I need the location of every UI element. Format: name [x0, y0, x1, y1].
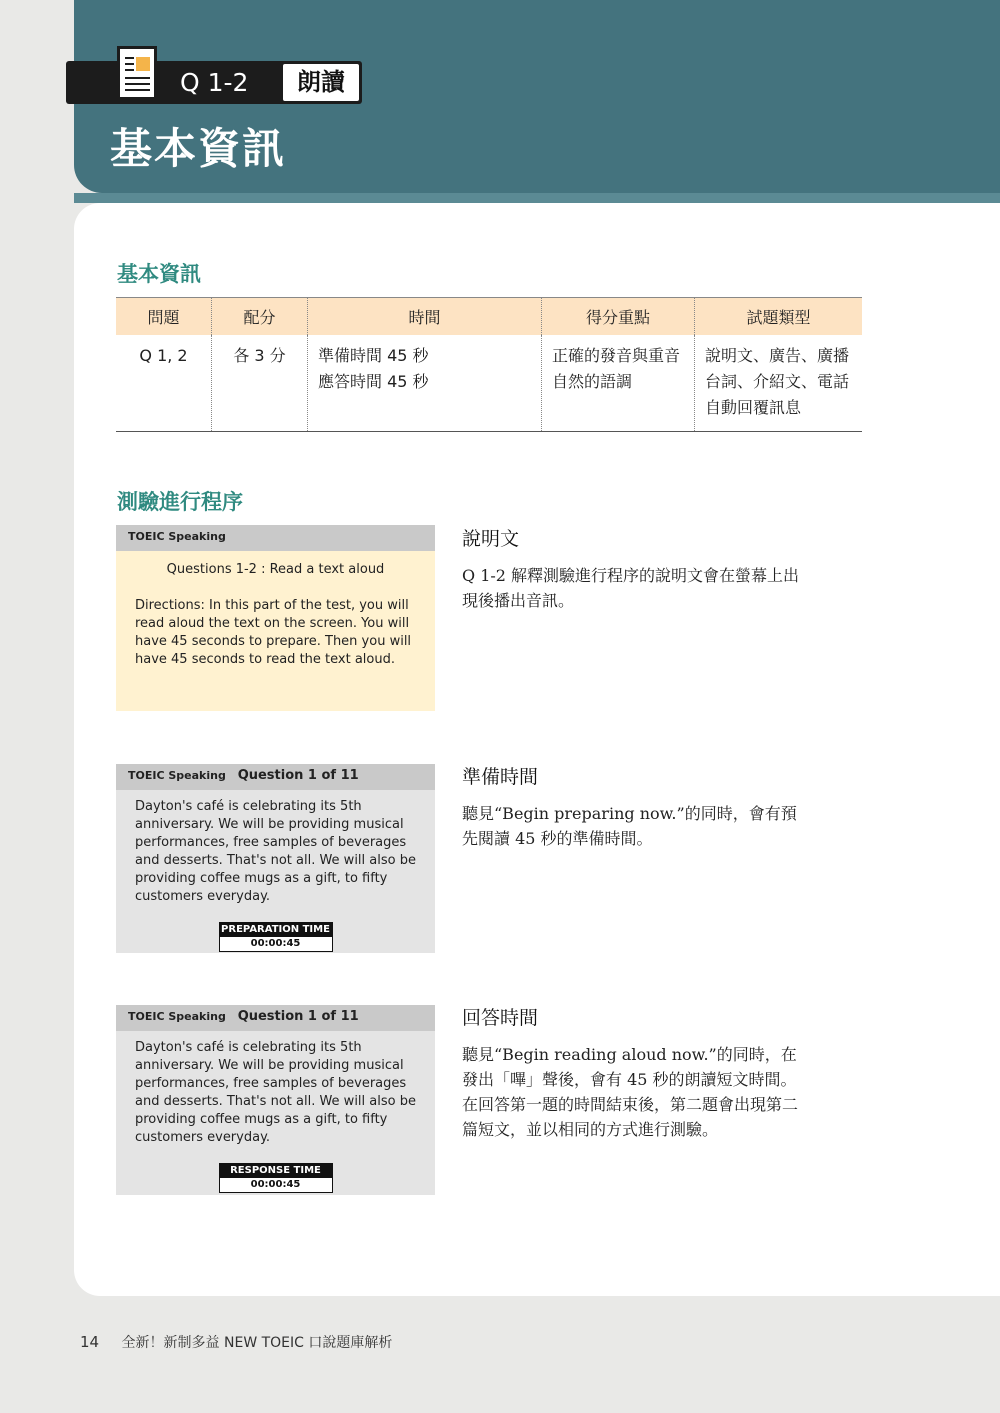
- screen-app-name: TOEIC Speaking: [128, 769, 226, 782]
- cell-question: Q 1, 2: [116, 335, 212, 432]
- screen-directions-text: Directions: In this part of the test, you will read aloud the text on the screen. You will have 45 seconds to prepare. Then you will have 45 seconds to read the text aloud.: [135, 598, 412, 667]
- type-text: 台詞、介紹文、電話: [705, 372, 850, 391]
- point-text: 正確的發音與重音: [552, 346, 681, 365]
- screen-header: [116, 1005, 435, 1031]
- screen-passage: Dayton's café is celebrating its 5th anniversary. We will be providing musical performances, free samples of beverages and desserts. That's not all. We will also be providing coffee mugs as a gift, to fifty customers everyday.: [135, 799, 416, 904]
- screen-app-name: TOEIC Speaking: [128, 1010, 226, 1023]
- screen-header: [116, 764, 435, 790]
- cell-types: [695, 335, 863, 432]
- column-header: 配分: [212, 298, 308, 336]
- response-time-text: 應答時間 45 秒: [318, 372, 429, 391]
- procedure-heading: 測驗進行程序: [117, 490, 243, 514]
- description-heading: 準備時間: [462, 766, 539, 788]
- table-row: [116, 335, 862, 432]
- book-title: 全新！新制多益 NEW TOEIC 口說題庫解析: [121, 1335, 393, 1351]
- timer-label: RESPONSE TIME: [220, 1164, 332, 1178]
- screen-body: [116, 790, 435, 953]
- prep-time-text: 準備時間 45 秒: [318, 346, 429, 365]
- description-heading: 回答時間: [462, 1007, 539, 1029]
- screen-app-name: TOEIC Speaking: [128, 530, 226, 543]
- point-text: 自然的語調: [552, 372, 633, 391]
- header-strip: [74, 193, 1000, 203]
- description-response: [462, 1003, 812, 1142]
- page-number: 14: [80, 1333, 100, 1351]
- screen-body: [116, 1031, 435, 1195]
- description-heading: 說明文: [462, 528, 520, 550]
- screen-response: [116, 1005, 435, 1195]
- cell-time: [308, 335, 542, 432]
- screen-subtitle: Questions 1-2 : Read a text aloud: [166, 562, 385, 577]
- cell-score: 各 3 分: [212, 335, 308, 432]
- page-title: 基本資訊: [110, 124, 287, 173]
- column-header: 時間: [308, 298, 542, 336]
- column-header: 問題: [116, 298, 212, 336]
- screen-header: [116, 525, 435, 551]
- timer-label: PREPARATION TIME: [221, 924, 330, 935]
- section-tab-type: 朗讀: [283, 64, 359, 101]
- description-text: Q 1-2 解釋測驗進行程序的說明文會在螢幕上出現後播出音訊。: [462, 566, 800, 610]
- description-text: 在回答第一題的時間結束後，第二題會出現第二篇短文，並以相同的方式進行測驗。: [462, 1095, 799, 1139]
- screen-question-number: Question 1 of 11: [237, 1009, 359, 1024]
- basic-info-table: [116, 297, 862, 432]
- screen-directions: [116, 525, 435, 711]
- screen-passage: Dayton's café is celebrating its 5th anniversary. We will be providing musical performances, free samples of beverages and desserts. That's not all. We will also be providing coffee mugs as a gift, to fifty customers everyday.: [135, 1040, 416, 1145]
- basic-info-heading: 基本資訊: [117, 262, 201, 286]
- type-text: 說明文、廣告、廣播: [705, 346, 850, 365]
- preparation-timer: [219, 922, 333, 952]
- description-directions: [462, 524, 812, 613]
- description-text: 聽見“Begin reading aloud now.”的同時，在發出「嗶」聲後，會有 45 秒的朗讀短文時間。: [462, 1045, 797, 1089]
- page-footer: [80, 1332, 392, 1352]
- column-header: 試題類型: [695, 298, 863, 336]
- type-text: 自動回覆訊息: [705, 398, 802, 417]
- screen-preparation: [116, 764, 435, 953]
- cell-points: [542, 335, 695, 432]
- column-header: 得分重點: [542, 298, 695, 336]
- description-preparation: [462, 762, 812, 851]
- description-text: 聽見“Begin preparing now.”的同時，會有預先閱讀 45 秒的準備時間。: [462, 804, 797, 848]
- timer-value: 00:00:45: [250, 938, 301, 949]
- section-tab-label: Q 1-2: [180, 68, 249, 97]
- table-header-row: [116, 298, 862, 336]
- screen-question-number: Question 1 of 11: [237, 768, 359, 783]
- document-icon: [117, 46, 157, 100]
- screen-body: [116, 551, 435, 711]
- timer-value: 00:00:45: [250, 1179, 301, 1190]
- response-timer: [219, 1163, 333, 1193]
